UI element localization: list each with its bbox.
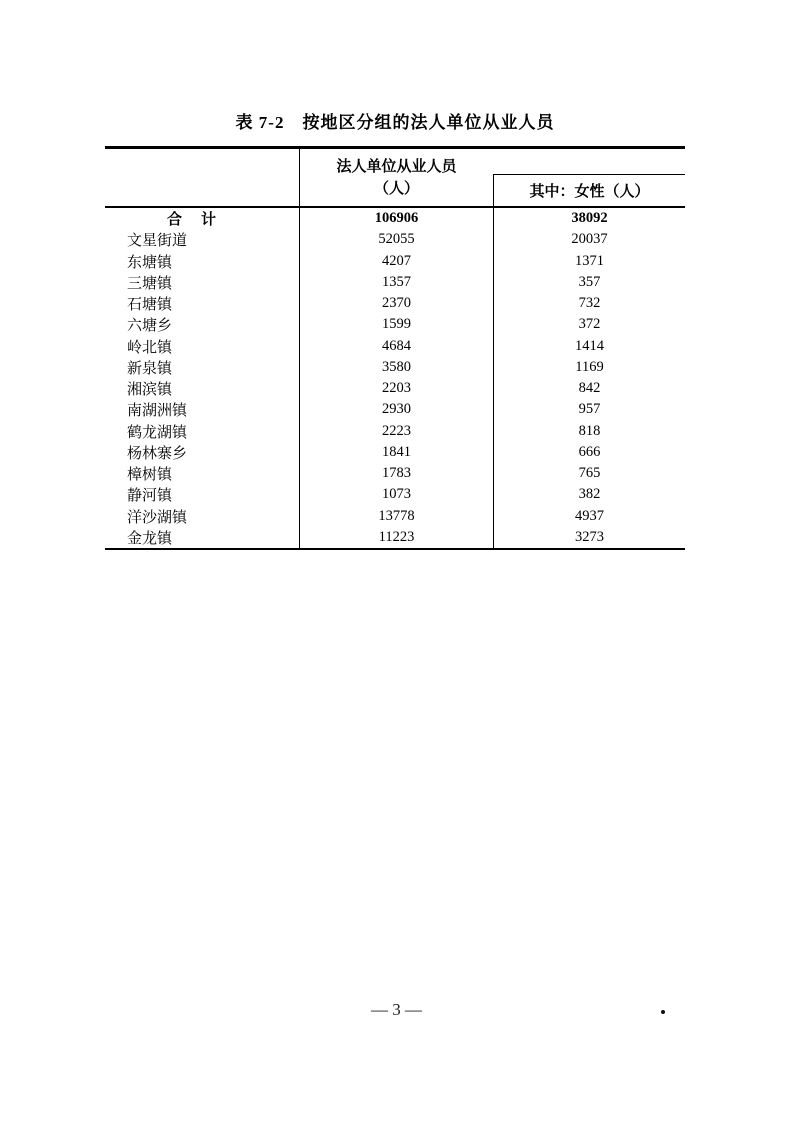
employees-header-line2: （人） — [373, 181, 419, 197]
employees-value: 2223 — [299, 421, 493, 442]
employees-value: 1783 — [299, 463, 493, 484]
employees-value: 1599 — [299, 314, 493, 335]
employees-value: 13778 — [299, 506, 493, 527]
table-row — [105, 506, 685, 527]
row-label: 金龙镇 — [127, 530, 173, 547]
statistics-table — [105, 146, 685, 550]
table-body — [105, 208, 685, 548]
row-label: 六塘乡 — [127, 318, 173, 335]
row-label: 东塘镇 — [127, 254, 173, 271]
stray-dot-mark — [661, 1010, 665, 1014]
employees-value: 2203 — [299, 378, 493, 399]
employees-value: 52055 — [299, 229, 493, 250]
row-label: 湘滨镇 — [127, 382, 173, 399]
female-value: 957 — [493, 399, 685, 420]
employees-column-header — [299, 149, 493, 206]
female-value: 20037 — [493, 229, 685, 250]
employees-value: 2370 — [299, 293, 493, 314]
table-row — [105, 527, 685, 548]
female-value: 357 — [493, 272, 685, 293]
employees-value: 11223 — [299, 527, 493, 548]
female-value: 732 — [493, 293, 685, 314]
row-label: 樟树镇 — [127, 467, 173, 484]
table-row — [105, 314, 685, 335]
region-column-header — [105, 149, 299, 206]
female-column-header-cell — [493, 149, 685, 206]
female-value: 765 — [493, 463, 685, 484]
row-label: 杨林寨乡 — [127, 445, 188, 462]
female-value: 382 — [493, 484, 685, 505]
table-row — [105, 272, 685, 293]
row-label: 合 计 — [167, 212, 219, 229]
row-label: 鹤龙湖镇 — [127, 424, 188, 441]
female-value: 38092 — [493, 208, 685, 229]
female-value: 372 — [493, 314, 685, 335]
table-row — [105, 421, 685, 442]
employees-value: 1073 — [299, 484, 493, 505]
table-row — [105, 293, 685, 314]
table-row — [105, 229, 685, 250]
table-title: 表 7-2 按地区分组的法人单位从业人员 — [235, 113, 555, 132]
table-row — [105, 251, 685, 272]
row-label: 洋沙湖镇 — [127, 509, 188, 526]
employees-header-line1: 法人单位从业人员 — [336, 159, 457, 175]
employees-value: 3580 — [299, 357, 493, 378]
table-row-total — [105, 208, 685, 229]
female-value: 842 — [493, 378, 685, 399]
page-number: — 3 — — [371, 1000, 422, 1019]
table-row — [105, 463, 685, 484]
female-value: 1169 — [493, 357, 685, 378]
female-value: 1414 — [493, 336, 685, 357]
employees-value: 4207 — [299, 251, 493, 272]
table-row — [105, 336, 685, 357]
table-row — [105, 378, 685, 399]
female-value: 1371 — [493, 251, 685, 272]
row-label: 南湖洲镇 — [127, 403, 188, 420]
table-row — [105, 357, 685, 378]
employees-value: 1841 — [299, 442, 493, 463]
row-label: 文星街道 — [127, 233, 188, 250]
row-label: 石塘镇 — [127, 297, 173, 314]
table-header-row — [105, 149, 685, 208]
employees-value: 4684 — [299, 336, 493, 357]
female-value: 4937 — [493, 506, 685, 527]
table-row — [105, 399, 685, 420]
female-value: 666 — [493, 442, 685, 463]
female-value: 818 — [493, 421, 685, 442]
female-column-header: 其中：女性（人） — [493, 174, 685, 206]
row-label: 新泉镇 — [127, 360, 173, 377]
employees-value: 2930 — [299, 399, 493, 420]
table-row — [105, 484, 685, 505]
table-row — [105, 442, 685, 463]
employees-value: 106906 — [299, 208, 493, 229]
row-label: 三塘镇 — [127, 275, 173, 292]
female-value: 3273 — [493, 527, 685, 548]
row-label: 岭北镇 — [127, 339, 173, 356]
employees-value: 1357 — [299, 272, 493, 293]
row-label: 静河镇 — [127, 488, 173, 505]
